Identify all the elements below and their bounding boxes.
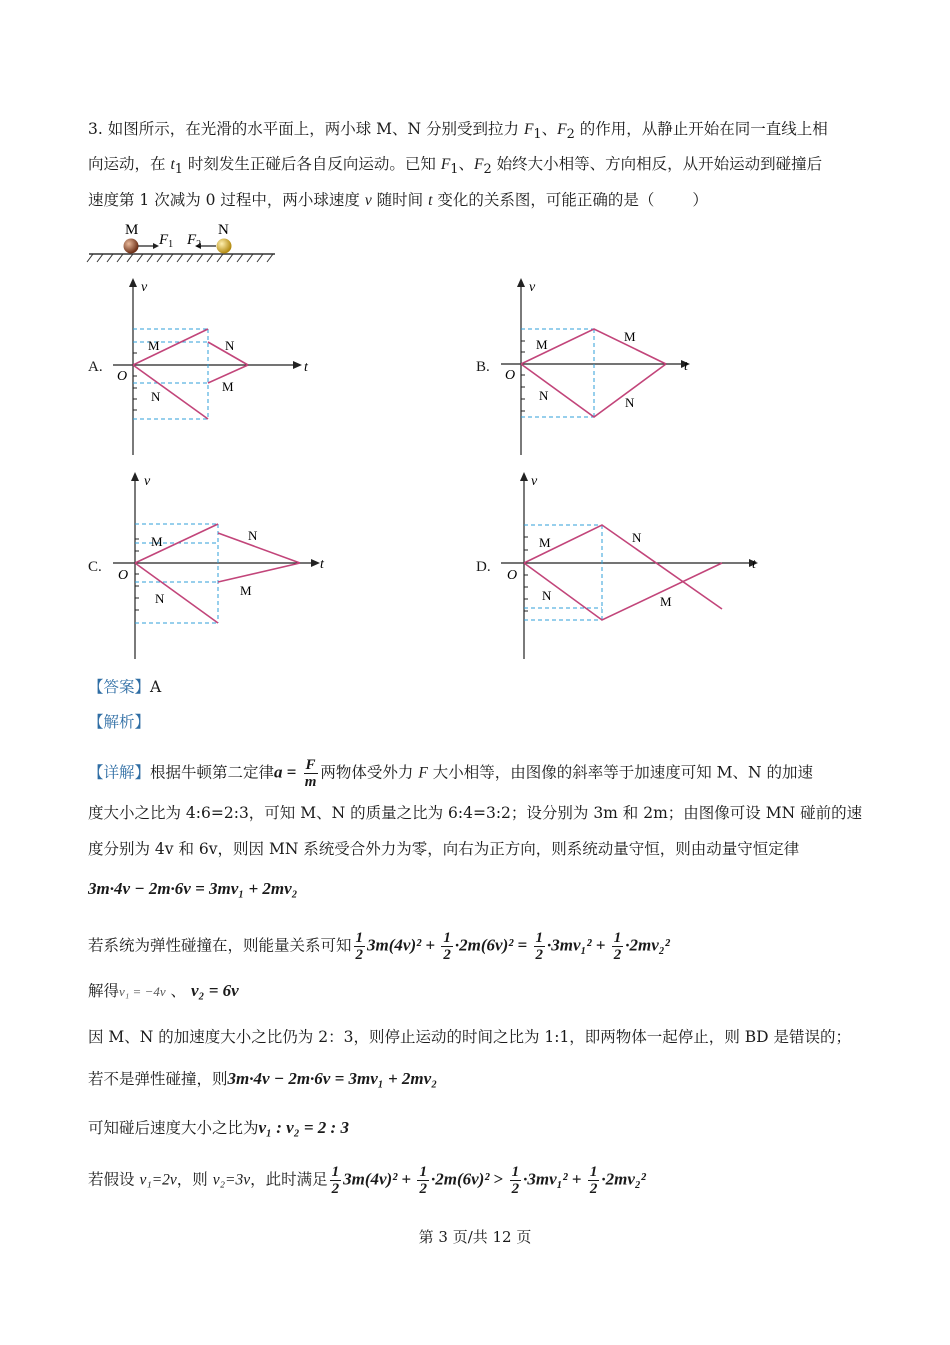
analysis-line xyxy=(88,711,150,733)
answer-tag: 【答案】 xyxy=(88,678,151,696)
detail-line-10: 若假设 v₁=2v，则 v₂=3v，此时满足 $\frac{1}{2}$ 3m(4v)² + $\frac{1}{2}$ ·2m(6v)² > $\frac{1}{2}$ ·3mv₁² + $\frac{1}{2}$ ·2mv₂² xyxy=(88,1164,646,1197)
force2-label: $F_2$ xyxy=(187,232,202,250)
svg-text:M: M xyxy=(624,329,636,344)
detail-line-7: 因 M、N 的加速度大小之比仍为 2：3，则停止运动的时间之比为 1:1，即两物体一起停止，则 BD 是错误的； xyxy=(88,1028,851,1046)
answer-line xyxy=(88,676,161,698)
option-c-label: C. xyxy=(88,559,102,575)
svg-text:v: v xyxy=(529,280,536,295)
svg-text:t: t xyxy=(304,360,308,375)
graph-a xyxy=(108,275,328,460)
detail-line-8: 若不是弹性碰撞，则3m·4v − 2m·6v = 3mv₁ + 2mv₂ xyxy=(88,1069,438,1088)
svg-text:O: O xyxy=(507,568,518,583)
svg-text:t: t xyxy=(684,359,688,374)
svg-text:M: M xyxy=(148,338,160,353)
svg-text:v: v xyxy=(141,280,148,295)
svg-text:N: N xyxy=(539,388,549,403)
option-b-label: B. xyxy=(476,359,490,375)
svg-text:O: O xyxy=(117,369,128,384)
svg-text:v: v xyxy=(144,474,151,489)
option-d-label: D. xyxy=(476,559,491,575)
graph-c xyxy=(108,467,338,662)
svg-text:N: N xyxy=(225,338,235,353)
svg-text:N: N xyxy=(151,389,161,404)
analysis-tag: 【解析】 xyxy=(88,713,151,731)
ball-m xyxy=(124,239,139,254)
detail-line-6: 解得v₁ = −4v 、 v₂ = 6v xyxy=(88,981,239,1000)
question-line-1: 3. 如图所示，在光滑的水平面上，两小球 M、N 分别受到拉力 $F_1$、$F_2$ 的作用，从静止开始在同一直线上相 xyxy=(88,120,828,143)
svg-text:v: v xyxy=(531,474,538,489)
svg-text:O: O xyxy=(505,368,516,383)
svg-text:N: N xyxy=(625,395,635,410)
svg-text:M: M xyxy=(222,379,234,394)
page-footer: 第 3 页/共 12 页 xyxy=(418,1228,532,1246)
svg-text:N: N xyxy=(248,528,258,543)
svg-text:t: t xyxy=(752,557,756,572)
detail-line-3: 度分别为 4v 和 6v，则因 MN 系统受合外力为零，向右为正方向，则系统动量守恒，则由动量守恒定律 xyxy=(88,840,800,858)
question-line-3: 速度第 1 次减为 0 过程中，两小球速度 v 随时间 t 变化的关系图，可能正确的是（ ） xyxy=(88,191,708,209)
svg-text:M: M xyxy=(539,535,551,550)
force1-label: $F_1$ xyxy=(159,232,174,250)
svg-text:N: N xyxy=(632,530,642,545)
answer-value: A xyxy=(150,678,162,696)
svg-text:M: M xyxy=(660,594,672,609)
svg-text:M: M xyxy=(240,583,252,598)
svg-text:M: M xyxy=(536,337,548,352)
detail-line-1: 【详解】根据牛顿第二定律a = $\frac{F}{m}$ 两物体受外力 F 大小相等，由图像的斜率等于加速度可知 M、N 的加速 xyxy=(88,757,814,790)
question-line-2: 向运动，在 $t_1$ 时刻发生正碰后各自反向运动。已知 $F_1$、$F_2$ 始终大小相等、方向相反，从开始运动到碰撞后 xyxy=(88,155,823,178)
svg-text:t: t xyxy=(320,557,324,572)
ball-n-label: N xyxy=(218,222,229,238)
detail-line-5: 若系统为弹性碰撞在，则能量关系可知 $\frac{1}{2}$ 3m(4v)² + $\frac{1}{2}$ ·2m(6v)² = $\frac{1}{2}$ ·3mv₁² + $\frac{1}{2}$ ·2mv₂² xyxy=(88,930,670,963)
svg-text:O: O xyxy=(118,568,129,583)
detail-line-2: 度大小之比为 4:6=2:3，可知 M、N 的质量之比为 6:4=3:2；设分别为 3m 和 2m；由图像可设 MN 碰前的速 xyxy=(88,804,863,822)
option-a-label: A. xyxy=(88,359,103,375)
newton-fraction: $\frac{F}{m}$ xyxy=(304,757,317,790)
ball-m-label: M xyxy=(125,222,139,238)
detail-tag: 【详解】 xyxy=(88,763,151,782)
svg-text:N: N xyxy=(155,591,165,606)
setup-figure xyxy=(85,222,285,270)
detail-line-9: 可知碰后速度大小之比为v₁ : v₂ = 2 : 3 xyxy=(88,1118,349,1137)
graph-b xyxy=(496,275,716,460)
momentum-equation-1: 3m·4v − 2m·6v = 3mv₁ + 2mv₂ xyxy=(88,879,298,898)
graph-d xyxy=(496,467,771,662)
svg-text:M: M xyxy=(151,534,163,549)
svg-text:N: N xyxy=(542,588,552,603)
ball-n xyxy=(217,239,232,254)
